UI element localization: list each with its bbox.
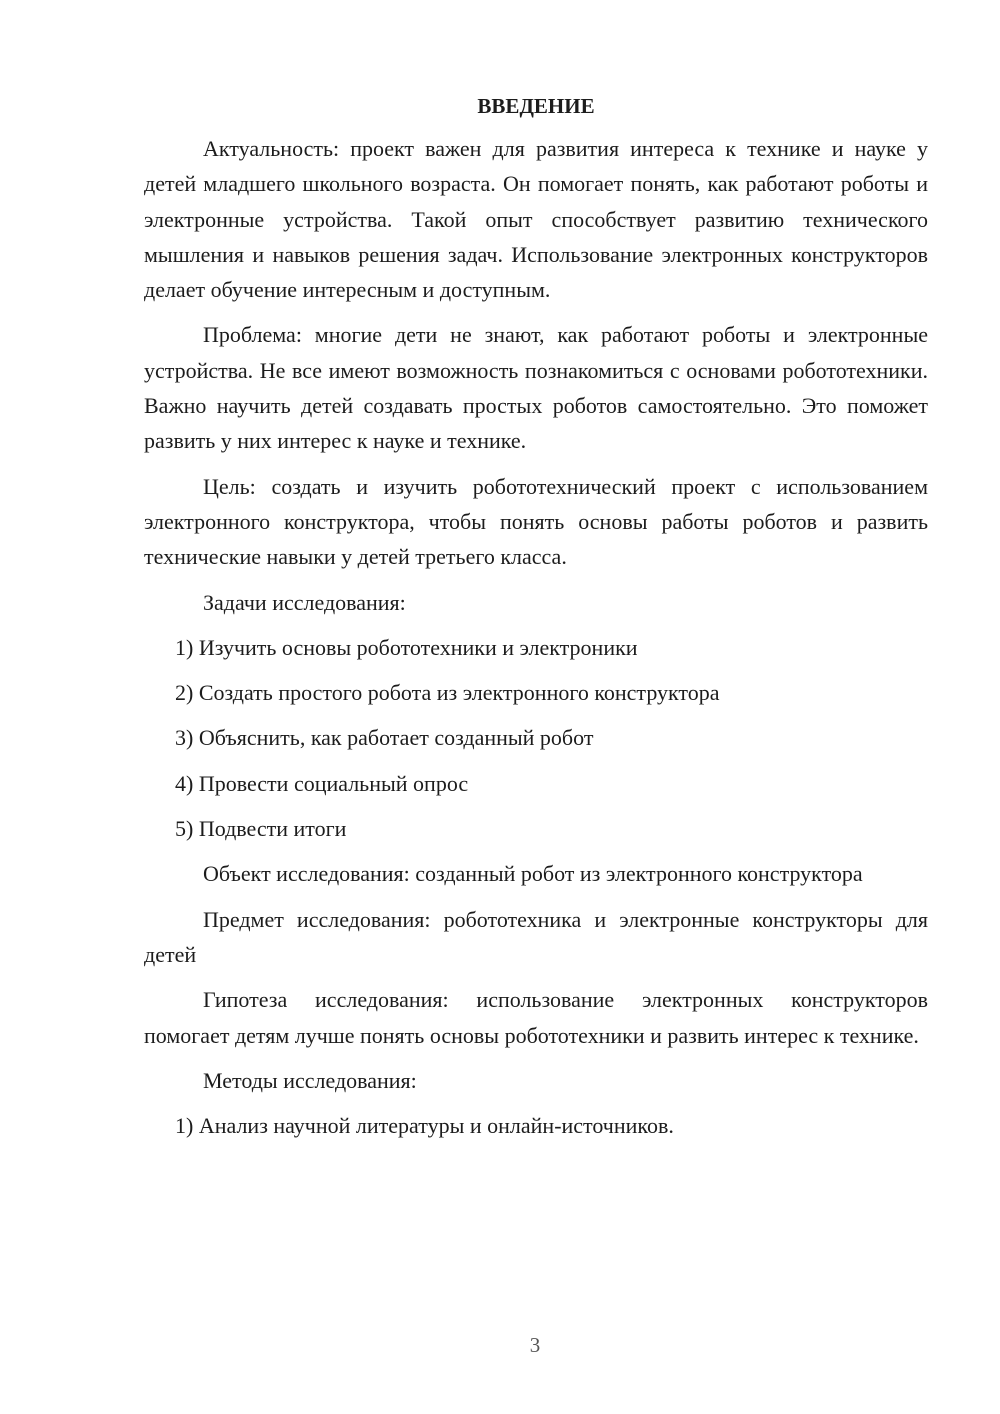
methods-heading: Методы исследования: (203, 1067, 417, 1093)
list-item: 2) Создать простого робота из электронного конструктора (175, 680, 720, 706)
problem-paragraph: Проблема: многие дети не знают, как работают роботы и электронные устройства. Не все имеют возможность познакомиться с основами робототехники. Важно научить детей создавать простых роботов самостоятельно. Это поможет развить у них интерес к науке и технике. (144, 322, 928, 454)
document-page (144, 90, 928, 1153)
list-item: 1) Изучить основы робототехники и электроники (175, 634, 638, 660)
hypothesis-paragraph: Гипотеза исследования: использование электронных конструкторов помогает детям лучше понять основы робототехники и развить интерес к технике. (144, 987, 928, 1048)
tasks-list (144, 630, 928, 846)
list-item: 4) Провести социальный опрос (175, 770, 469, 796)
subject-paragraph: Предмет исследования: робототехника и электронные конструкторы для детей (144, 906, 928, 967)
list-item: 3) Объяснить, как работает созданный робот (175, 725, 594, 751)
methods-list (144, 1108, 928, 1143)
list-item: 1) Анализ научной литературы и онлайн-источников. (175, 1113, 674, 1139)
list-item: 5) Подвести итоги (175, 816, 347, 842)
relevance-paragraph: Актуальность: проект важен для развития интереса к технике и науке у детей младшего школьного возраста. Он помогает понять, как работают роботы и электронные устройства. Такой опыт способствует развитию технического мышления и навыков решения задач. Использование электронных конструкторов делает обучение интересным и доступным. (144, 136, 928, 303)
tasks-heading: Задачи исследования: (203, 589, 406, 615)
page-number: 3 (529, 1333, 541, 1357)
goal-paragraph: Цель: создать и изучить робототехнический проект с использованием электронного конструктора, чтобы понять основы работы роботов и развить технические навыки у детей третьего класса. (144, 473, 928, 570)
section-title: ВВЕДЕНИЕ (477, 94, 595, 118)
object-paragraph: Объект исследования: созданный робот из электронного конструктора (203, 861, 863, 887)
